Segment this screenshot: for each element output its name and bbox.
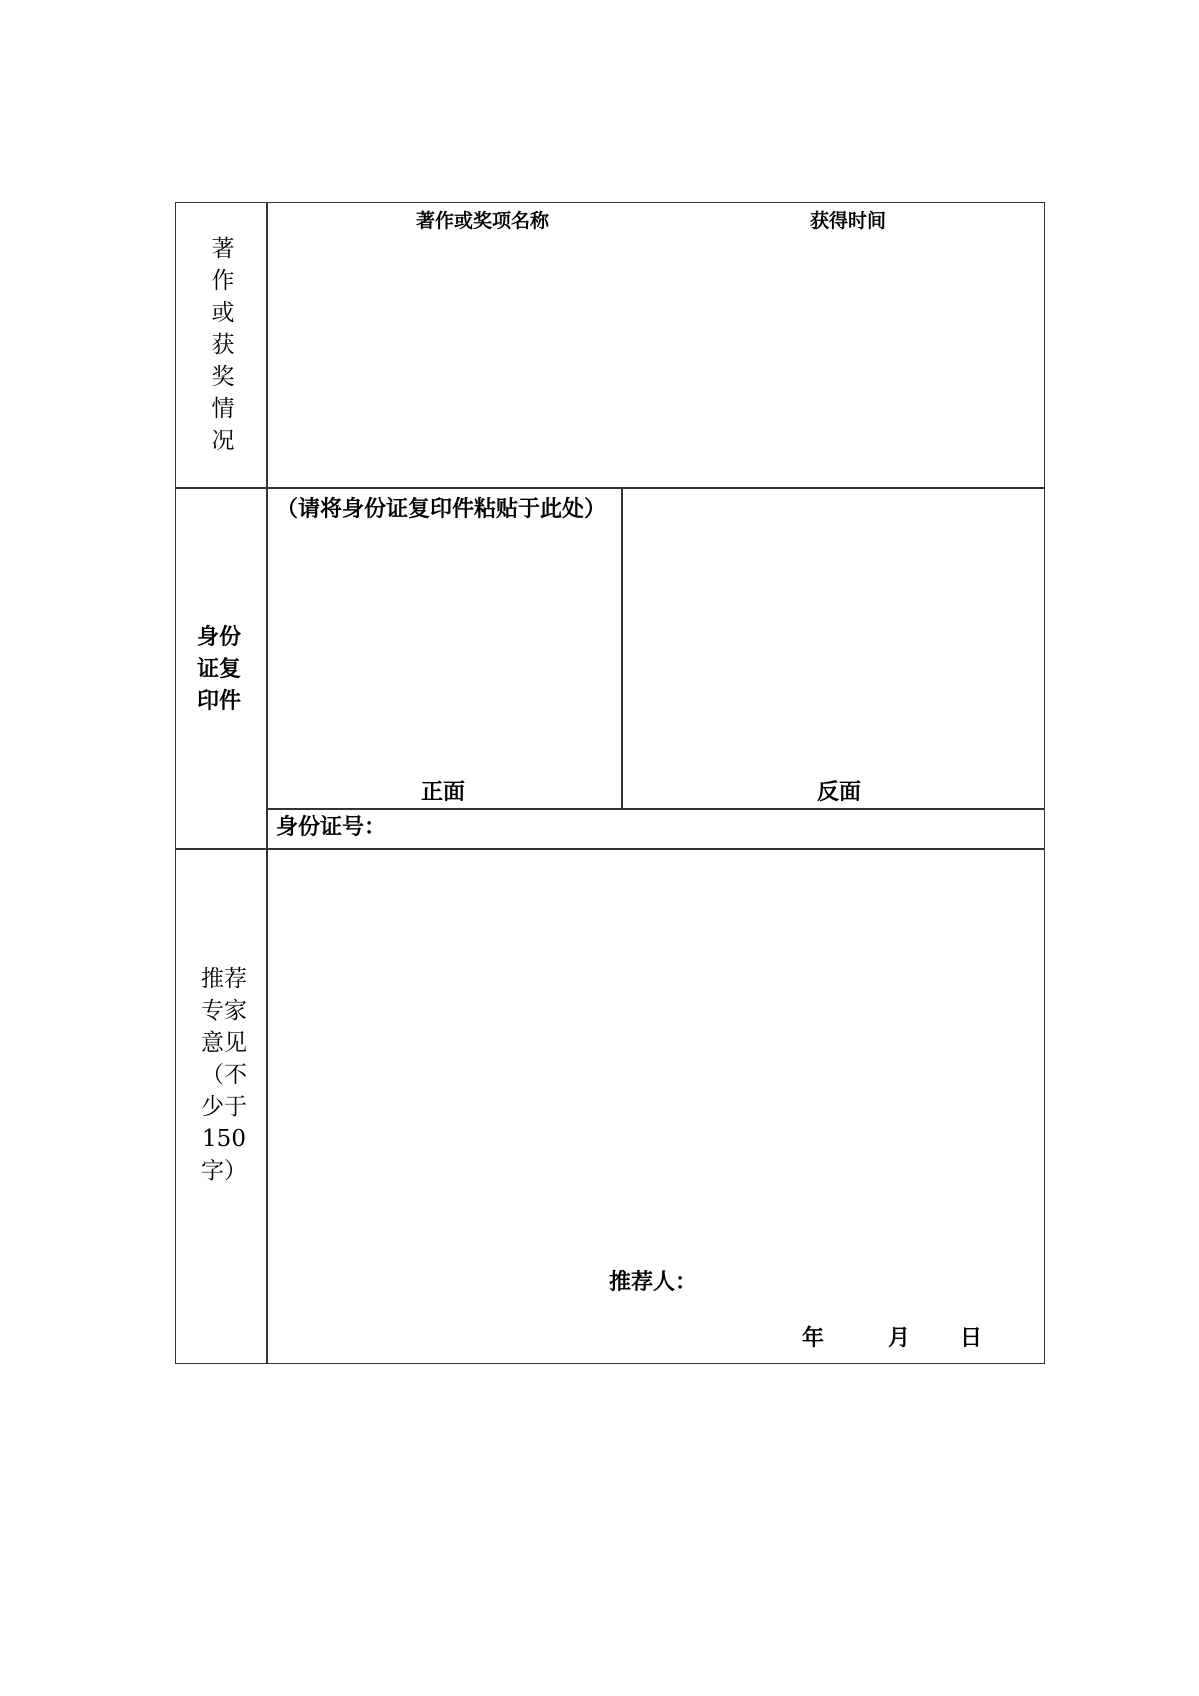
row-divider-id [176,848,1044,850]
application-form-table [175,202,1045,1364]
id-front-paste-area[interactable] [268,563,620,763]
id-front-label: 正面 [421,779,466,805]
awards-entry-area[interactable] [268,233,1044,485]
id-paste-instruction: （请将身份证复印件粘贴于此处） [276,496,607,522]
awards-side-label: 著作或获奖情况 [211,236,235,454]
recommend-side-label: 推荐专家意见（不少于150字） [201,966,247,1184]
id-number-field[interactable] [386,811,1041,845]
award-time-header: 获得时间 [810,210,887,232]
award-name-header: 著作或奖项名称 [416,210,550,232]
date-month-label: 月 [888,1325,911,1351]
recommender-label: 推荐人： [609,1269,698,1295]
id-number-label: 身份证号： [276,814,387,840]
date-day-label: 日 [960,1325,983,1351]
id-back-label: 反面 [817,779,862,805]
id-back-paste-area[interactable] [623,489,1043,769]
date-year-label: 年 [802,1325,825,1351]
id-copy-side-label: 身份证复印件 [196,624,241,714]
